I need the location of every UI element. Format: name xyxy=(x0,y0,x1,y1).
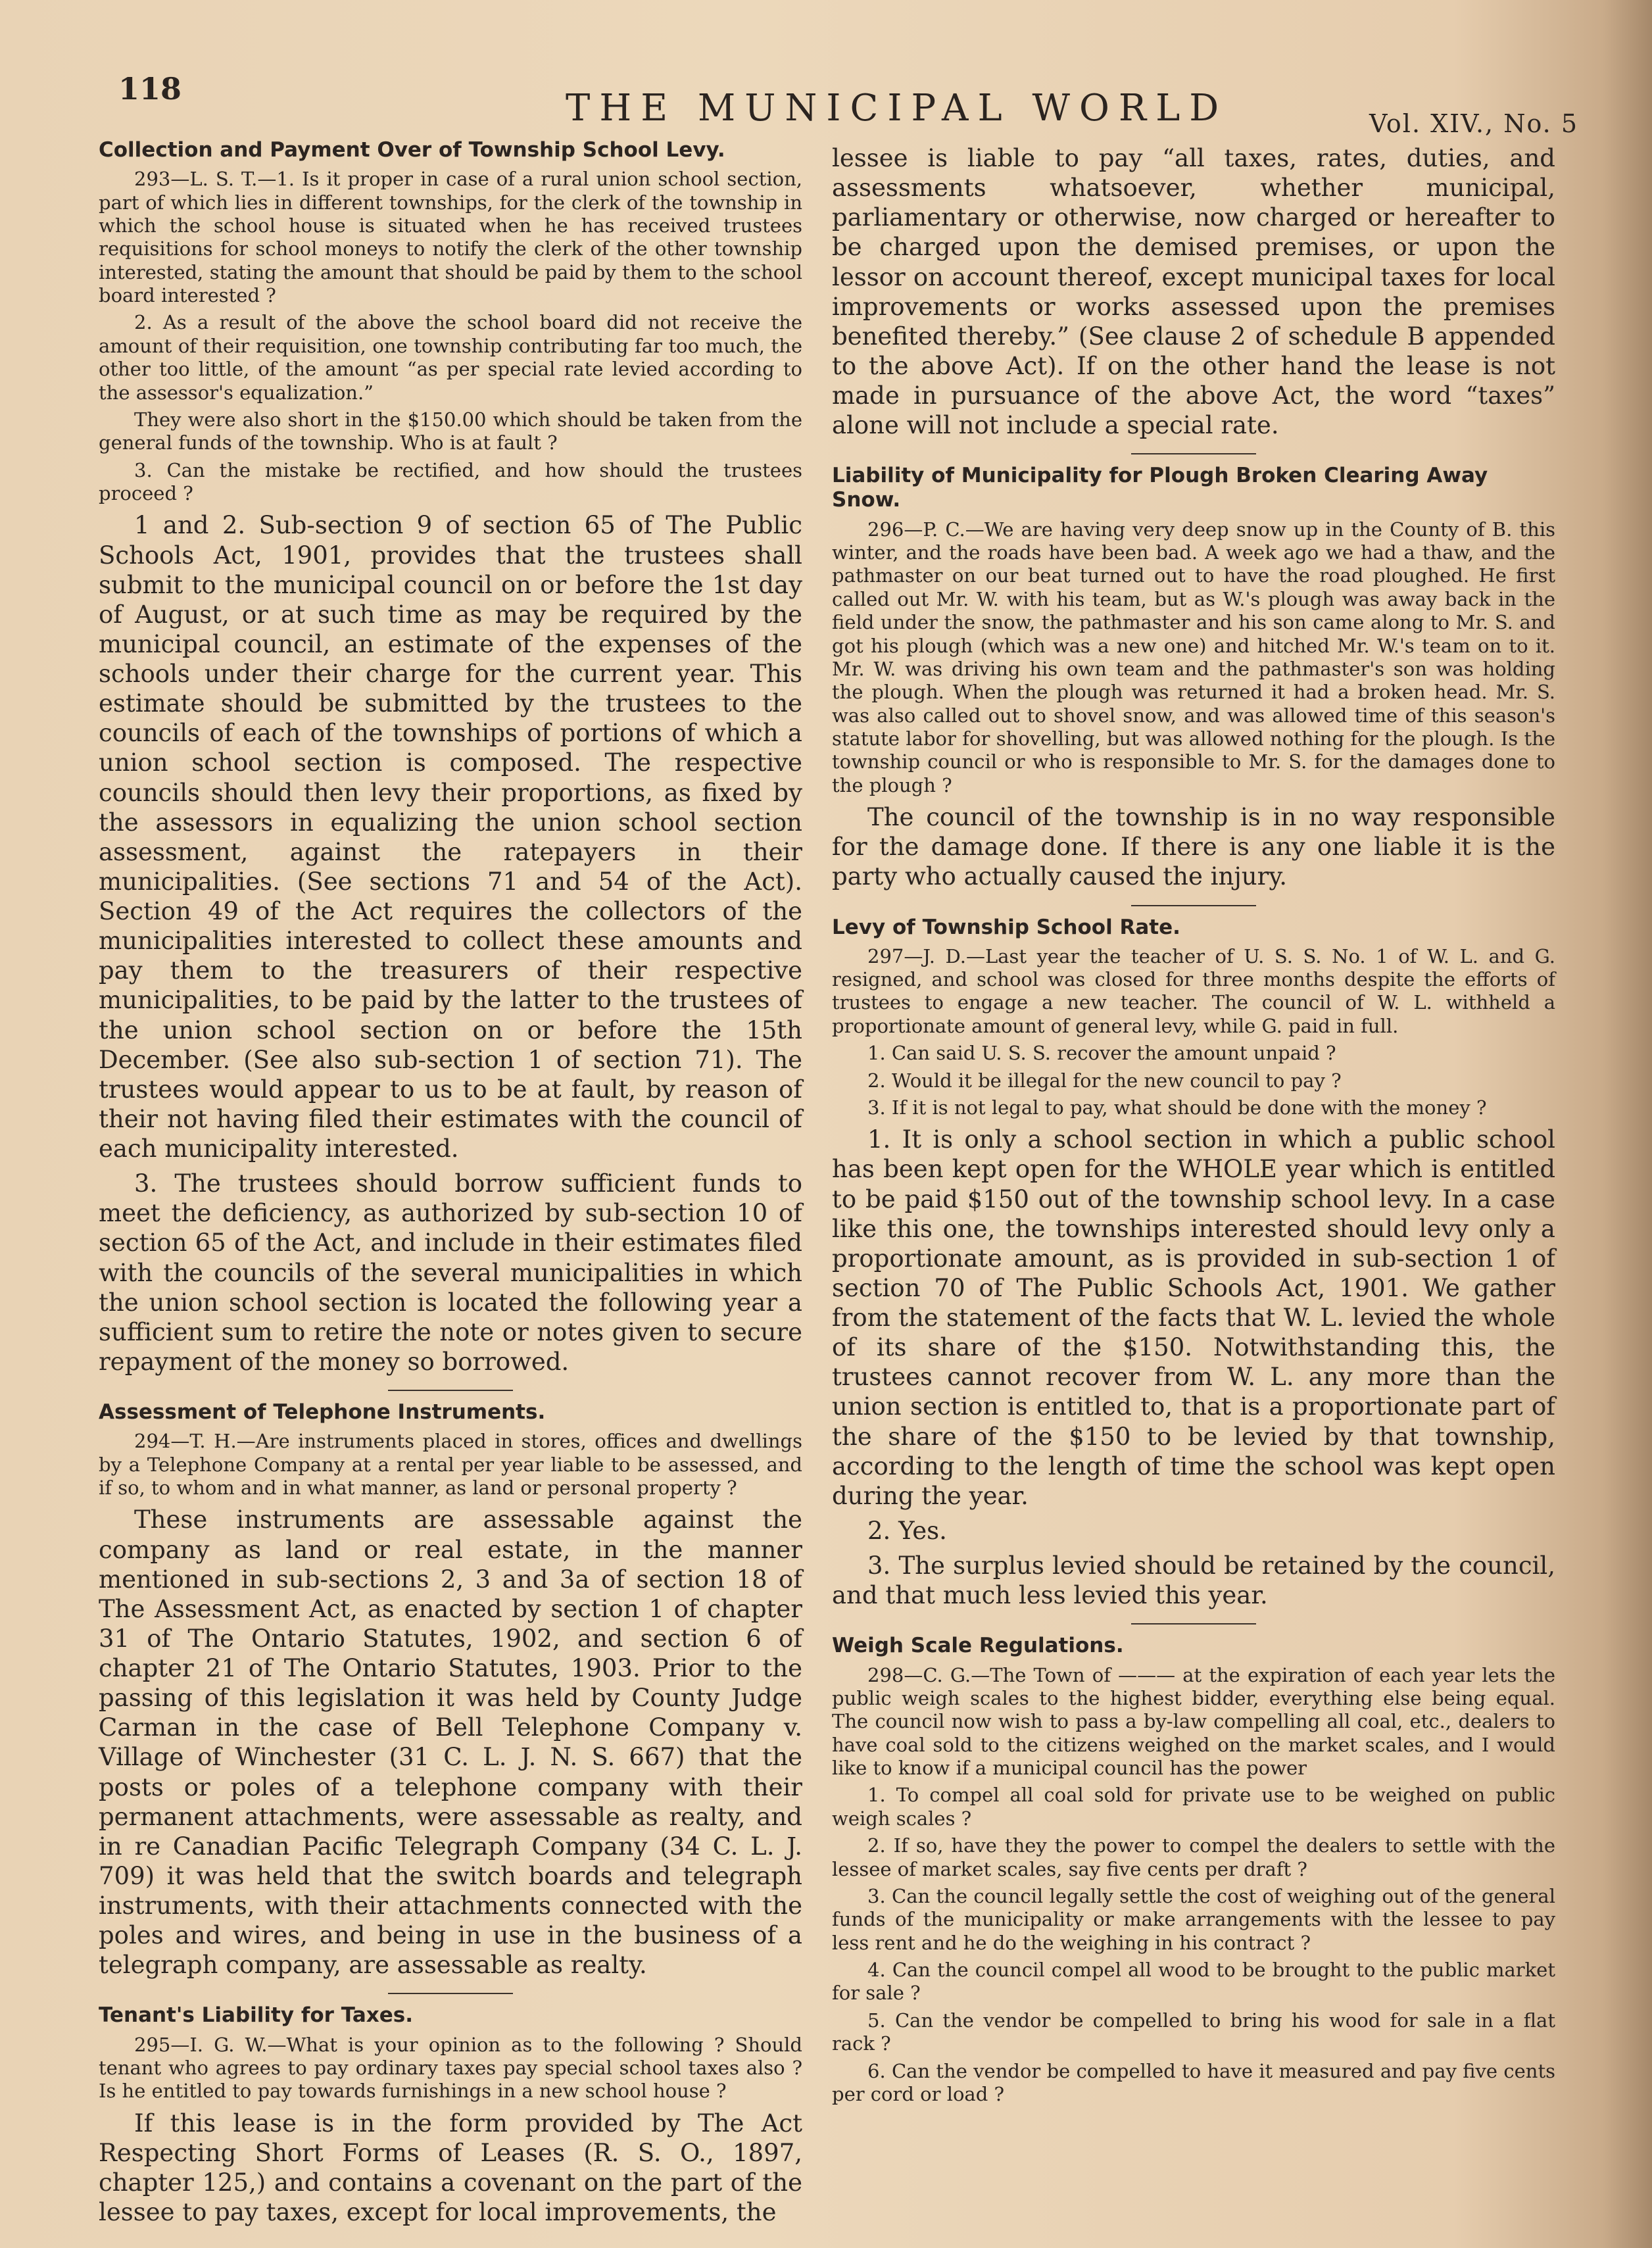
question-text: 294—T. H.—Are instruments placed in stores, offices and dwellings by a Telephone Company at a rental per year liable to be assessed, and if so, to whom and in what manner, as land or personal property ? xyxy=(99,1430,802,1499)
page-header xyxy=(118,71,1578,138)
section-title: Assessment of Telephone Instruments. xyxy=(99,1400,546,1425)
question-text: They were also short in the $150.00 which should be taken from the general funds of the township. Who is at fault ? xyxy=(99,408,802,454)
section-title: Collection and Payment Over of Township School Levy. xyxy=(99,138,725,162)
section-divider xyxy=(1131,453,1256,454)
answer-text: 3. The trustees should borrow sufficient funds to meet the deficiency, as authorized by sub-section 10 of section 65 of the Act, and include in their estimates filed with the councils of the several municipalities in which the union school section is located the following year a sufficient sum to retire the note or notes given to secure repayment of the money so borrowed. xyxy=(99,1169,802,1376)
question-text: 3. If it is not legal to pay, what should be done with the money ? xyxy=(867,1096,1487,1119)
question-text: 295—I. G. W.—What is your opinion as to the following ? Should tenant who agrees to pay ordinary taxes pay special school taxes also ? Is he entitled to pay towards furnishings in a new school house ? xyxy=(99,2033,802,2103)
journal-title: THE MUNICIPAL WORLD xyxy=(566,87,1228,130)
section-divider xyxy=(1131,905,1256,906)
answer-text: 1. It is only a school section in which a public school has been kept open for the WHOLE year which is entitled to be paid $150 out of the township school levy. In a case like this one, the townships interested should levy only a proportionate amount, as is provided in sub-section 1 of section 70 of The Public Schools Act, 1901. We gather from the statement of the facts that W. L. levied the whole of its share of the $150. Notwithstanding this, the trustees cannot recover from W. L. any more than the union section is entitled to, that is a proportionate part of the share of the $150 to be levied by that township, according to the length of time the school was kept open during the year. xyxy=(832,1125,1555,1510)
question-text: 2. If so, have they the power to compel the dealers to settle with the lessee of market scales, say five cents per draft ? xyxy=(832,1834,1555,1880)
question-text: 2. Would it be illegal for the new council to pay ? xyxy=(867,1069,1342,1092)
question-text: 6. Can the vendor be compelled to have it measured and pay five cents per cord or load ? xyxy=(832,2059,1555,2105)
question-text: 1. To compel all coal sold for private use to be weighed on public weigh scales ? xyxy=(832,1784,1555,1830)
page-number: 118 xyxy=(118,71,182,107)
section-title: Liability of Municipality for Plough Broken Clearing Away Snow. xyxy=(832,464,1488,512)
answer-continuation: lessee is liable to pay “all taxes, rates, duties, and assessments whatsoever, whether municipal, parliamentary or otherwise, now charged or hereafter to be charged upon the demised premises, or upon the lessor on account thereof, except municipal taxes for local improvements or works assessed upon the premises benefited thereby.” (See clause 2 of schedule B appended to the above Act). If on the other hand the lease is not made in pursuance of the above Act, the word “taxes” alone will not include a special rate. xyxy=(832,144,1555,440)
section-title: Levy of Township School Rate. xyxy=(832,915,1180,939)
section-divider xyxy=(388,1993,513,1994)
answer-text: 1 and 2. Sub-section 9 of section 65 of The Public Schools Act, 1901, provides that the trustees shall submit to the municipal council on or before the 1st day of August, or at such time as may be required by the municipal council, an estimate of the expenses of the schools under their charge for the current year. This estimate should be submitted by the trustees to the councils of each of the townships of portions of which a union school section is composed. The respective councils should then levy their proportions, as fixed by the assessors in equalizing the union school section assessment, against the ratepayers in their municipalities. (See sections 71 and 54 of the Act). Section 49 of the Act requires the collectors of the municipalities interested to collect these amounts and pay them to the treasurers of their respective municipalities, to be paid by the latter to the trustees of the union school section on or before the 15th December. (See also sub-section 1 of section 71). The trustees would appear to us to be at fault, by reason of their not having filed their estimates with the council of each municipality interested. xyxy=(99,511,802,1163)
answer-text: 3. The surplus levied should be retained by the council, and that much less levied this year. xyxy=(832,1552,1555,1610)
section-divider xyxy=(1131,1623,1256,1625)
section-divider xyxy=(388,1390,513,1391)
volume-number: Vol. XIV., No. 5 xyxy=(1369,109,1578,138)
question-text: 3. Can the mistake be rectified, and how should the trustees proceed ? xyxy=(99,458,802,505)
answer-text: 2. Yes. xyxy=(867,1516,947,1545)
left-column xyxy=(99,132,802,2232)
question-text: 5. Can the vendor be compelled to bring his wood for sale in a flat rack ? xyxy=(832,2009,1555,2055)
right-column xyxy=(832,132,1555,2110)
answer-text: If this lease is in the form provided by The Act Respecting Short Forms of Leases (R. S. O., 1897, chapter 125,) and contains a covenant on the part of the lessee to pay taxes, except for local improvements, the xyxy=(99,2109,802,2227)
question-text: 1. Can said U. S. S. recover the amount unpaid ? xyxy=(867,1042,1336,1065)
answer-text: The council of the township is in no way responsible for the damage done. If there is any one liable it is the party who actually caused the injury. xyxy=(832,803,1555,891)
section-title: Weigh Scale Regulations. xyxy=(832,1634,1124,1658)
question-text: 298—C. G.—The Town of ——— at the expiration of each year lets the public weigh scales to the highest bidder, everything else being equal. The council now wish to pass a by-law compelling all coal, etc., dealers to have coal sold to the citizens weighed on the market scales, and I would like to know if a municipal council has the power xyxy=(832,1663,1555,1779)
question-text: 2. As a result of the above the school board did not receive the amount of their requisition, one township contributing far too much, the other too little, of the amount “as per special rate levied according to the assessor's equalization.” xyxy=(99,311,802,404)
question-text: 293—L. S. T.—1. Is it proper in case of a rural union school section, part of which lies in different townships, for the clerk of the township in which the school house is situated when he has received trustees requisitions for school moneys to notify the clerk of the other township interested, stating the amount that should be paid by them to the school board interested ? xyxy=(99,168,802,307)
question-text: 4. Can the council compel all wood to be brought to the public market for sale ? xyxy=(832,1959,1555,2005)
section-title: Tenant's Liability for Taxes. xyxy=(99,2003,414,2028)
question-text: 296—P. C.—We are having very deep snow up in the County of B. this winter, and the roads have been bad. A week ago we had a thaw, and the pathmaster on our beat turned out to have the road ploughed. He first called out Mr. W. with his team, but as W.'s plough was away back in the field under the snow, the pathmaster and his son came along to Mr. S. and got his plough (which was a new one) and hitched Mr. W.'s team on to it. Mr. W. was driving his own team and the pathmaster's son was holding the plough. When the plough was returned it had a broken head. Mr. S. was also called out to shovel snow, and was allowed time of this season's statute labor for shovelling, but was allowed nothing for the plough. Is the township council or who is responsible to Mr. S. for the damages done to the plough ? xyxy=(832,518,1555,796)
question-text: 297—J. D.—Last year the teacher of U. S. S. No. 1 of W. L. and G. resigned, and school was closed for three months despite the efforts of trustees to engage a new teacher. The council of W. L. withheld a proportionate amount of general levy, while G. paid in full. xyxy=(832,944,1555,1037)
answer-text: These instruments are assessable against the company as land or real estate, in the manner mentioned in sub-sections 2, 3 and 3a of section 18 of The Assessment Act, as enacted by section 1 of chapter 31 of The Ontario Statutes, 1902, and section 6 of chapter 21 of The Ontario Statutes, 1903. Prior to the passing of this legislation it was held by County Judge Carman in the case of Bell Telephone Company v. Village of Winchester (31 C. L. J. N. S. 667) that the posts or poles of a telephone company with their permanent attachments, were assessable as realty, and in re Canadian Pacific Telegraph Company (34 C. L. J. 709) it was held that the switch boards and telegraph instruments, with their attachments connected with the poles and wires, and being in use in the business of a telegraph company, are assessable as realty. xyxy=(99,1505,802,1980)
question-text: 3. Can the council legally settle the cost of weighing out of the general funds of the municipality or make arrangements with the lessee to pay less rent and he do the weighing in his contract ? xyxy=(832,1884,1555,1954)
